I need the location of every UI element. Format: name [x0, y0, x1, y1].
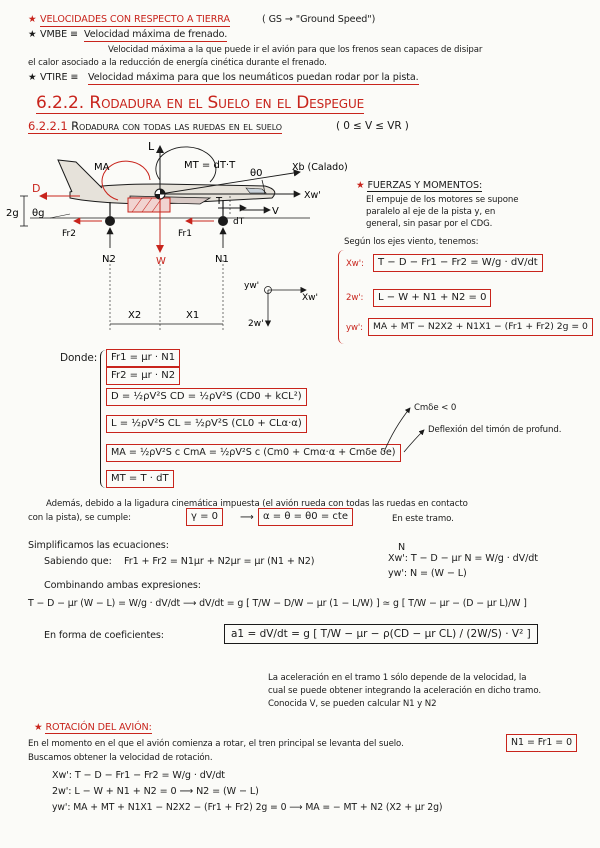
label-MT: MT = dT·T [184, 160, 236, 171]
ligadura-note: En este tramo. [392, 514, 454, 524]
label-zg: 2g [6, 208, 19, 219]
label-x1: X1 [186, 310, 200, 321]
gamma-box: γ = 0 [186, 508, 223, 526]
label-N1: N1 [215, 254, 229, 265]
rotation-box: N1 = Fr1 = 0 [506, 734, 577, 752]
simp-know-eq: Fr1 + Fr2 = N1μr + N2μr = μr (N1 + N2) [124, 556, 315, 567]
label-T: T [216, 196, 223, 207]
simp-combined-eq: T − D − μr (W − L) = W/g · dV/dt ⟶ dV/dt = g [ T/W − D/W − μr (1 − L/W) ] ≃ g [ T/W − μr − (D − μr L)/W ] [28, 598, 527, 609]
label-thetag: θg [32, 208, 45, 219]
forces-title [356, 180, 482, 192]
accel-text-2: cual se puede obtener integrando la aceleración en dicho tramo. [268, 686, 541, 696]
section-title-text: Rodadura en el Suelo en el Despegue [89, 93, 365, 113]
vmbe-symbol: VMBE ≡ [40, 29, 78, 40]
label-yw: yw' [244, 281, 260, 291]
accel-text-3: Conocida V, se pueden calcular N1 y N2 [268, 699, 437, 709]
eq3-box: MA + MT − N2X2 + N1X1 − (Fr1 + Fr2) 2g = 0 [368, 318, 593, 336]
label-N2: N2 [102, 254, 116, 265]
section-title [36, 93, 364, 114]
rotation-eq-x: Xw': T − D − Fr1 − Fr2 = W/g · dV/dt [52, 770, 225, 781]
label-theta0: θ0 [250, 168, 263, 179]
forces-title-text: FUERZAS Y MOMENTOS: [367, 180, 483, 191]
simp-title: Simplificamos las ecuaciones: [28, 540, 169, 551]
heading-ground-speed: VELOCIDADES CON RESPECTO A TIERRA [40, 14, 230, 25]
forces-text-3: general, sin pasar por el CDG. [366, 219, 493, 229]
label-Fr1: Fr1 [178, 229, 192, 239]
cmde-note: Cmδe < 0 [414, 403, 457, 413]
label-xb: Xb (Calado) [292, 162, 348, 173]
subsection-title [28, 119, 282, 134]
forces-star: ★ [356, 180, 365, 191]
subsection-range: ( 0 ≤ V ≤ VR ) [336, 120, 409, 132]
rotation-star: ★ [34, 722, 43, 733]
label-dT: dT [233, 217, 245, 227]
bullet-star-1: ★ [28, 14, 37, 25]
label-xw2: Xw' [302, 293, 319, 303]
alpha-box: α = θ = θ0 = cte [258, 508, 353, 526]
ligadura-arrow: ⟶ [240, 512, 254, 523]
label-L: L [148, 140, 155, 153]
donde-label: Donde: [60, 352, 98, 364]
simp-know: Sabiendo que: [44, 556, 112, 567]
donde-eq2: Fr2 = μr · N2 [106, 367, 180, 385]
simp-rel1: Xw': T − D − μr N = W/g · dV/dt [388, 553, 538, 564]
label-zw: 2w' [248, 319, 264, 329]
bullet-star-2: ★ [28, 29, 37, 40]
simp-N-label: N [398, 542, 406, 553]
donde-eq3: D = ½ρV²S CD = ½ρV²S (CD0 + kCL²) [106, 388, 307, 406]
rotation-title-text: ROTACIÓN DEL AVIÓN: [45, 722, 152, 733]
rotation-eq-z: 2w': L − W + N1 + N2 = 0 ⟶ N2 = (W − L) [52, 786, 259, 797]
vmbe-text-2: el calor asociado a la reducción de energía cinética durante el frenado. [28, 58, 327, 68]
forces-text-2: paralelo al eje de la pista y, en [366, 207, 496, 217]
simp-rel2: yw': N = (W − L) [388, 568, 467, 579]
subsection-number: 6.2.2.1 [28, 119, 68, 133]
vtire-definition: Velocidad máxima para que los neumáticos puedan rodar por la pista. [88, 72, 419, 83]
donde-eq1: Fr1 = μr · N1 [106, 349, 180, 367]
vtire-symbol: VTIRE ≡ [40, 72, 79, 83]
eq1-box: T − D − Fr1 − Fr2 = W/g · dV/dt [373, 254, 543, 272]
vmbe-definition: Velocidad máxima de frenado. [84, 29, 228, 40]
label-Fr2: Fr2 [62, 229, 76, 239]
ligadura-line2: con la pista), se cumple: [28, 513, 131, 523]
subsection-title-text: Rodadura con todas las ruedas en el suelo [71, 119, 282, 133]
bullet-star-3: ★ [28, 72, 37, 83]
forces-text-4: Según los ejes viento, tenemos: [344, 237, 479, 247]
donde-eq4: L = ½ρV²S CL = ½ρV²S (CL0 + CLα·α) [106, 415, 307, 433]
label-W: W [156, 256, 166, 267]
vmbe-text-1: Velocidad máxima a la que puede ir el avión para que los frenos sean capaces de disipar [108, 45, 483, 55]
heading-ground-speed-note: ( GS → "Ground Speed") [262, 14, 376, 25]
label-D: D [32, 182, 41, 195]
rotation-text-2: Buscamos obtener la velocidad de rotación. [28, 753, 213, 763]
rotation-title [34, 722, 152, 734]
eq2-box: L − W + N1 + N2 = 0 [373, 289, 491, 307]
ligadura-line1: Además, debido a la ligadura cinemática impuesta (el avión rueda con todas las ruedas en contacto [46, 499, 468, 509]
label-MA: MA [94, 162, 110, 173]
donde-eq5: MA = ½ρV²S c CmA = ½ρV²S c (Cm0 + Cmα·α + Cmδe δe) [106, 444, 401, 462]
eq2-label: 2w': [346, 293, 364, 303]
eq3-label: yw': [346, 323, 363, 333]
accel-text-1: La aceleración en el tramo 1 sólo depende de la velocidad, la [268, 673, 527, 683]
section-number: 6.2.2. [36, 93, 85, 113]
label-x2: X2 [128, 310, 142, 321]
donde-eq6: MT = T · dT [106, 470, 174, 488]
label-V: V [272, 206, 279, 217]
cmde-deflection-note: Deflexión del timón de profund. [428, 425, 562, 435]
rotation-eq-y: yw': MA + MT + N1X1 − N2X2 − (Fr1 + Fr2) 2g = 0 ⟶ MA = − MT + N2 (X2 + μr 2g) [52, 802, 443, 813]
label-xw: Xw' [304, 190, 321, 201]
forces-text-1: El empuje de los motores se supone [366, 195, 519, 205]
acceleration-box: a1 = dV/dt = g [ T/W − μr − ρ(CD − μr CL) / (2W/S) · V² ] [224, 624, 538, 644]
simp-coef-label: En forma de coeficientes: [44, 630, 164, 641]
aircraft-force-diagram [6, 140, 350, 345]
rotation-text-1: En el momento en el que el avión comienza a rotar, el tren principal se levanta del suelo. [28, 739, 404, 749]
eq1-label: Xw': [346, 259, 364, 269]
simp-combine: Combinando ambas expresiones: [44, 580, 201, 591]
equation-brace [338, 250, 345, 344]
